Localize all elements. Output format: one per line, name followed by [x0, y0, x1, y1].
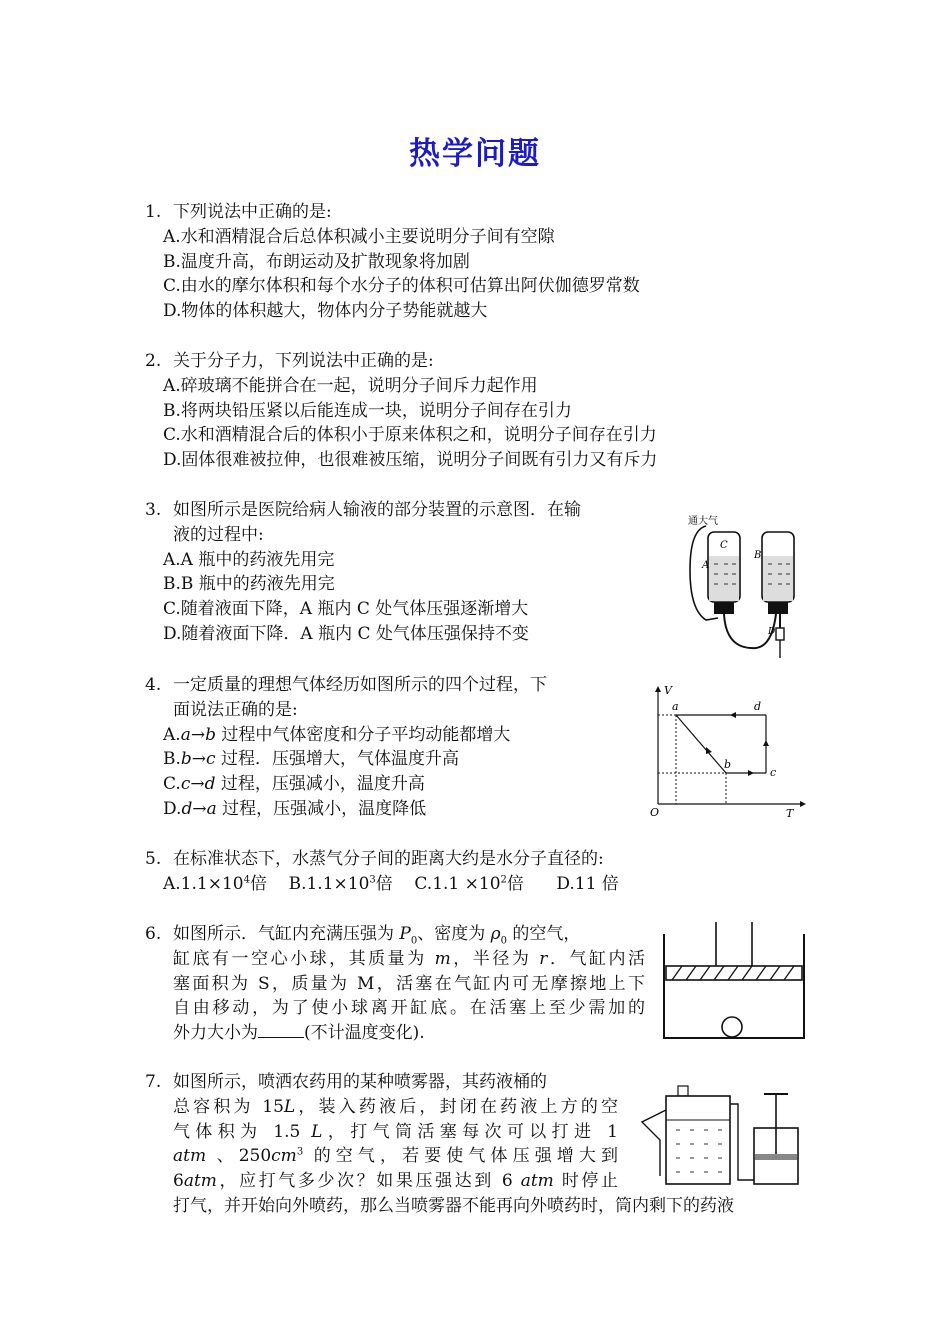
question-stem: 7. 如图所示，喷洒农药用的某种喷雾器，其药液桶的	[145, 1072, 547, 1092]
option-c: C.水和酒精混合后的体积小于原来体积之和，说明分子间存在引力	[163, 425, 657, 446]
question-stem-continued: 自由移动，为了使小球离开缸底。在活塞上至少需加的	[173, 998, 645, 1019]
question-stem-continued: 打气，并开始向外喷药，那么当喷雾器不能再向外喷药时，筒内剩下的药液	[173, 1195, 734, 1216]
question-stem: 如图所示是医院给病人输液的部分装置的示意图．在输	[173, 500, 581, 520]
option-b: B.将两块铅压紧以后能连成一块，说明分子间存在引力	[163, 400, 572, 421]
question-stem-continued: atm 、$250cm^3$ 的空气，若要使气体压强增大到	[173, 1146, 618, 1167]
x-axis-label: T	[786, 807, 794, 820]
state-a-label: a	[672, 700, 679, 713]
option-c: C.c→d 过程，压强减小，温度升高	[163, 774, 425, 795]
option-b: $B.1.1\times 10^3$倍	[288, 873, 393, 894]
question-stem-continued: 气体积为 1.5 L，打气筒活塞每次可以打进 1	[173, 1121, 618, 1142]
infusion-diagram	[676, 510, 816, 660]
sprayer-diagram	[638, 1080, 808, 1190]
question-stem-continued: 塞面积为 S，质量为 M，活塞在气缸内可无摩擦地上下	[173, 973, 645, 994]
y-axis-label: V	[664, 684, 672, 697]
state-c-label: c	[770, 766, 777, 779]
question-stem: 在标准状态下，水蒸气分子间的距离大约是水分子直径的:	[173, 849, 604, 869]
page-title: 热学问题	[409, 136, 541, 172]
origin-label: O	[650, 806, 660, 819]
option-c: C.由水的摩尔体积和每个水分子的体积可估算出阿伏伽德罗常数	[163, 276, 640, 297]
question-number: 2.	[145, 351, 162, 371]
hollow-ball	[722, 1017, 742, 1037]
question-2	[145, 349, 657, 473]
question-number: 1.	[145, 202, 162, 222]
options-row	[145, 872, 619, 897]
option-a: $A.1.1\times 10^4$倍	[163, 873, 267, 894]
option-b: B.B 瓶中的药液先用完	[163, 574, 335, 595]
question-number: 4.	[145, 675, 162, 695]
option-d: D.随着液面下降．A 瓶内 C 处气体压强保持不变	[163, 623, 529, 644]
option-a: A.碎玻璃不能拼合在一起，说明分子间斥力起作用	[163, 375, 538, 396]
state-b-label: b	[724, 758, 732, 771]
tank	[666, 1096, 730, 1184]
bottle-b-label: B	[754, 550, 762, 561]
cylinder-diagram	[660, 922, 810, 1042]
piston	[666, 966, 802, 980]
question-5	[145, 847, 619, 897]
option-a: A.a→b 过程中气体密度和分子平均动能都增大	[163, 724, 511, 745]
option-b: B.b→c 过程．压强增大，气体温度升高	[163, 749, 459, 770]
option-a: A.A 瓶中的药液先用完	[163, 549, 335, 570]
question-number: 3.	[145, 500, 162, 520]
vt-diagram	[648, 684, 808, 820]
point-d-label: D	[768, 627, 776, 637]
question-stem: 关于分子力，下列说法中正确的是:	[173, 351, 434, 371]
answer-blank[interactable]	[258, 1021, 304, 1038]
option-b: B.温度升高，布朗运动及扩散现象将加剧	[163, 251, 470, 272]
question-6	[145, 922, 645, 1046]
air-inlet-label: 通大气	[688, 516, 718, 527]
question-4	[145, 673, 655, 822]
question-stem: 一定质量的理想气体经历如图所示的四个过程，下	[173, 675, 547, 695]
state-d-label: d	[754, 700, 762, 713]
question-stem-continued: 面说法正确的是:	[173, 699, 298, 720]
question-stem-continued: 外力大小为 (不计温度变化).	[173, 1023, 425, 1044]
question-stem-continued: 缸底有一空心小球，其质量为 m，半径为 r．气缸内活	[173, 948, 646, 969]
option-d: D.物体的体积越大，物体内分子势能就越大	[163, 301, 488, 322]
option-c: $C.1.1 \times 10^2$倍	[414, 873, 524, 894]
question-3	[145, 498, 670, 647]
point-c-label: C	[720, 540, 728, 551]
bottle-a-label: A	[702, 560, 710, 571]
question-stem-continued: 6atm，应打气多少次？如果压强达到 6 atm 时停止	[173, 1171, 619, 1192]
question-number: 5.	[145, 849, 162, 869]
question-stem-continued: 总容积为 15L，装入药液后，封闭在药液上方的空	[173, 1096, 618, 1117]
option-a: A.水和酒精混合后总体积减小主要说明分子间有空隙	[163, 226, 555, 247]
option-d: D.固体很难被拉伸，也很难被压缩，说明分子间既有引力又有斥力	[163, 450, 658, 471]
question-stem-continued: 液的过程中:	[173, 524, 264, 545]
option-d: D.d→a 过程，压强减小，温度降低	[163, 798, 427, 819]
option-d: D.11 倍	[556, 873, 619, 894]
question-stem: 下列说法中正确的是:	[173, 202, 332, 222]
option-c: C.随着液面下降，A 瓶内 C 处气体压强逐渐增大	[163, 599, 529, 620]
question-stem: 6. 如图所示．气缸内充满压强为 $P_0$、密度为 $\rho_0$ 的空气，	[145, 924, 581, 947]
question-1	[145, 200, 640, 324]
